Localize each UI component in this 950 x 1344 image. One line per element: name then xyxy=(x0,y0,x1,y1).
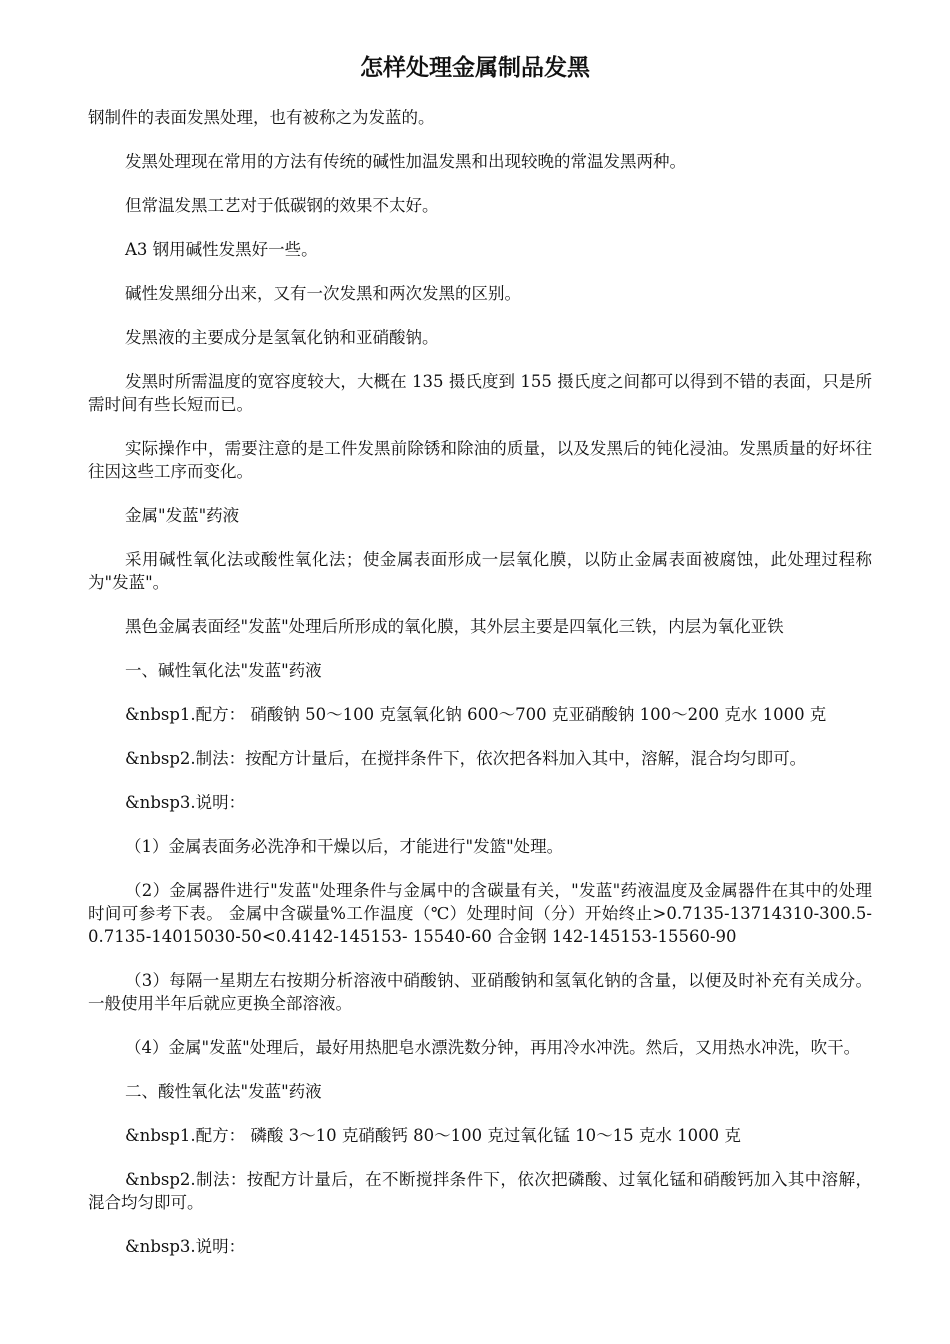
note-item: （1）金属表面务必洗净和干燥以后，才能进行"发篮"处理。 xyxy=(125,837,564,856)
notes-heading: &nbsp3.说明： xyxy=(125,1237,246,1256)
paragraph: 碱性发黑细分出来，又有一次发黑和两次发黑的区别。 xyxy=(125,284,521,303)
paragraph: 发黑时所需温度的宽容度较大，大概在 135 摄氏度到 155 摄氏度之间都可以得到不错的表面，只是所需时间有些长短而已。 xyxy=(88,372,872,414)
section-heading: 金属"发蓝"药液 xyxy=(125,506,240,525)
method-paragraph: &nbsp2.制法：按配方计量后，在不断搅拌条件下，依次把磷酸、过氧化锰和硝酸钙加入其中溶解，混合均匀即可。 xyxy=(88,1170,872,1212)
document-body xyxy=(88,106,872,1279)
section-heading: 二、酸性氧化法"发蓝"药液 xyxy=(125,1082,322,1101)
note-item: （2）金属器件进行"发蓝"处理条件与金属中的含碳量有关，"发蓝"药液温度及金属器件在其中的处理时间可参考下表。 金属中含碳量%工作温度（℃）处理时间（分）开始终止>0.7135-13714310-300.5-0.7135-14015030-50<0.4142-145153- 15540-60 合金钢 142-145153-15560-90 xyxy=(88,881,872,946)
method-paragraph: &nbsp2.制法：按配方计量后，在搅拌条件下，依次把各料加入其中，溶解，混合均匀即可。 xyxy=(125,749,807,768)
paragraph: 发黑处理现在常用的方法有传统的碱性加温发黑和出现较晚的常温发黑两种。 xyxy=(125,152,686,171)
paragraph: 黑色金属表面经"发蓝"处理后所形成的氧化膜，其外层主要是四氧化三铁，内层为氧化亚铁 xyxy=(125,617,784,636)
formula-paragraph: &nbsp1.配方： 磷酸 3～10 克硝酸钙 80～100 克过氧化锰 10～15 克水 1000 克 xyxy=(125,1126,741,1145)
paragraph: 钢制件的表面发黑处理，也有被称之为发蓝的。 xyxy=(88,108,435,127)
notes-heading: &nbsp3.说明： xyxy=(125,793,246,812)
formula-paragraph: &nbsp1.配方： 硝酸钠 50～100 克氢氧化钠 600～700 克亚硝酸钠 100～200 克水 1000 克 xyxy=(125,705,827,724)
paragraph: 采用碱性氧化法或酸性氧化法；使金属表面形成一层氧化膜，以防止金属表面被腐蚀，此处理过程称为"发蓝"。 xyxy=(88,550,872,592)
paragraph: A3 钢用碱性发黑好一些。 xyxy=(125,240,318,259)
paragraph: 发黑液的主要成分是氢氧化钠和亚硝酸钠。 xyxy=(125,328,439,347)
section-heading: 一、碱性氧化法"发蓝"药液 xyxy=(125,661,322,680)
paragraph: 但常温发黑工艺对于低碳钢的效果不太好。 xyxy=(125,196,439,215)
note-item: （4）金属"发蓝"处理后，最好用热肥皂水漂洗数分钟，再用冷水冲洗。然后，又用热水冲洗，吹干。 xyxy=(125,1038,861,1057)
note-item: （3）每隔一星期左右按期分析溶液中硝酸钠、亚硝酸钠和氢氧化钠的含量，以便及时补充有关成分。一般使用半年后就应更换全部溶液。 xyxy=(88,971,872,1013)
paragraph: 实际操作中，需要注意的是工件发黑前除锈和除油的质量，以及发黑后的钝化浸油。发黑质量的好坏往往因这些工序而变化。 xyxy=(88,439,872,481)
document-title: 怎样处理金属制品发黑 xyxy=(360,55,590,81)
